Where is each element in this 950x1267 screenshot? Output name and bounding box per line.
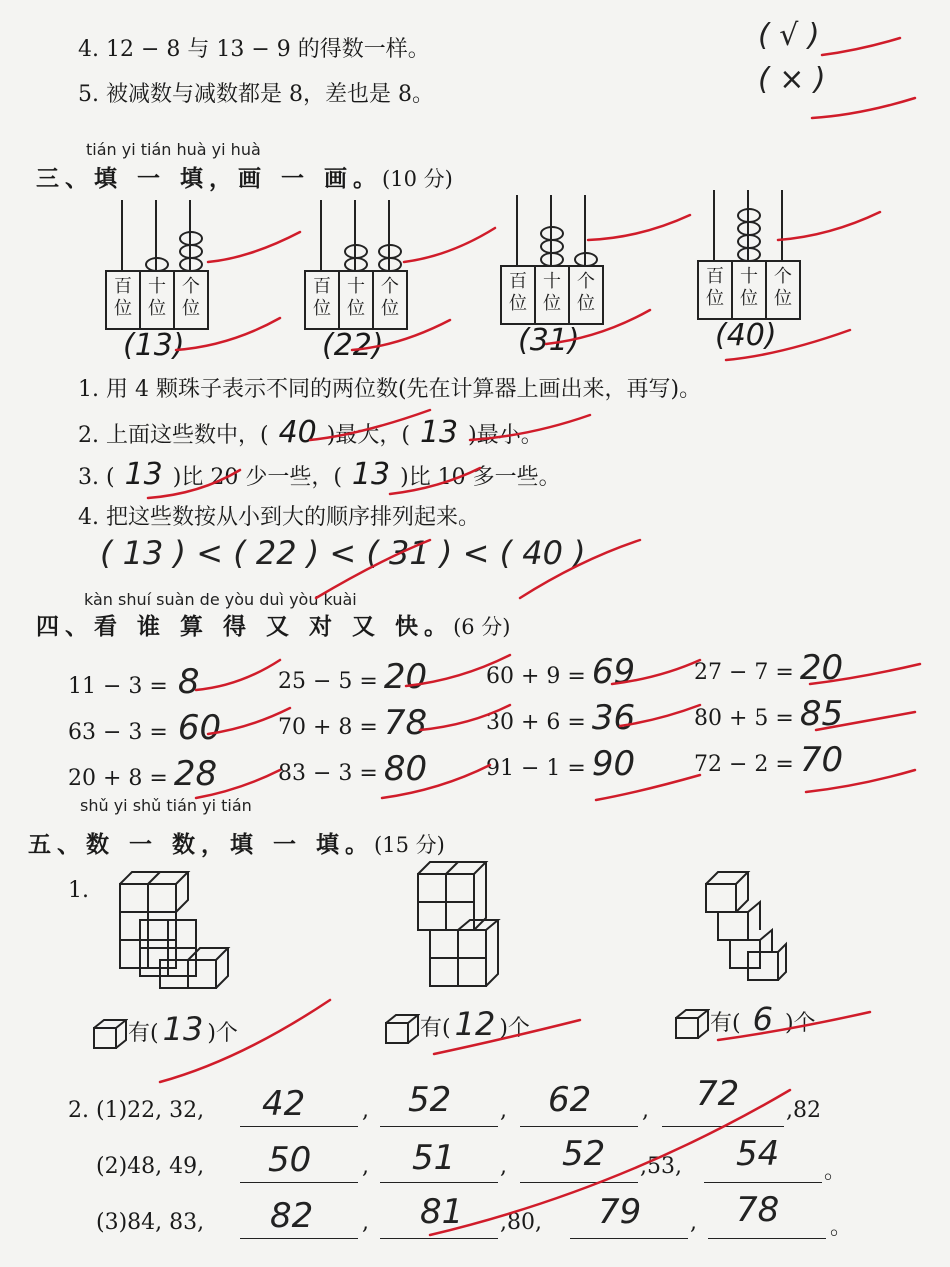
equation-answer: 78 [383, 703, 428, 743]
sequence-1-end: ,82 [786, 1098, 821, 1123]
ones-label: 个位 [774, 266, 792, 309]
cube-count-answer: 6 [752, 1000, 773, 1038]
equation-answer: 28 [173, 754, 218, 794]
section4-title: 四、看 谁 算 得 又 对 又 快。 [36, 614, 454, 640]
section5-points: (15 分) [374, 833, 445, 857]
equation: 11 − 3 = 8 [68, 662, 200, 702]
comma: , [642, 1098, 649, 1123]
abacus-answer-3: (31) [518, 323, 580, 358]
equation: 20 + 8 = 28 [68, 754, 218, 794]
order-answer: ( 13 ) < ( 22 ) < ( 31 ) < ( 40 ) [100, 534, 586, 572]
equation: 72 − 2 = 70 [694, 740, 844, 780]
abacus-answer-2: (22) [322, 328, 384, 363]
section3-points: (10 分) [382, 167, 453, 191]
blank-line [380, 1238, 498, 1239]
tens-label: 十位 [733, 262, 767, 318]
section3-question-1: 1. 用 4 颗珠子表示不同的两位数(先在计算器上画出来，再写)。 [78, 377, 702, 402]
comma: , [690, 1210, 697, 1235]
ones-label: 个位 [577, 271, 595, 314]
blank-line [704, 1182, 822, 1183]
cube-count-answer: 12 [454, 1005, 496, 1043]
hundreds-label: 百位 [699, 262, 733, 318]
cube-count-2: 有( 12 )个 [384, 1005, 530, 1045]
comma: , [500, 1154, 507, 1179]
cube-icon [674, 1008, 710, 1040]
section3-question-4: 4. 把这些数按从小到大的顺序排列起来。 [78, 505, 480, 530]
section3-title: 三、填 一 填，画 一 画。 [36, 166, 383, 192]
blank-line [380, 1182, 498, 1183]
sequence-3-label: (3)84, 83, [96, 1210, 205, 1235]
cube-stack-figure-1 [110, 870, 240, 1000]
sequence-3-end: 。 [830, 1215, 853, 1240]
cube-stack-figure-3 [702, 870, 792, 988]
cube-icon [92, 1018, 128, 1050]
blank-line [240, 1238, 358, 1239]
equation-answer: 36 [591, 698, 636, 738]
tens-label: 十位 [340, 272, 374, 328]
equation-answer: 20 [799, 648, 844, 688]
blank-line [240, 1126, 358, 1127]
equation-answer: 69 [591, 652, 636, 692]
blank-line [570, 1238, 688, 1239]
smallest-answer: 13 [419, 415, 459, 450]
hundreds-label: 百位 [502, 267, 536, 323]
cube-count-answer: 13 [162, 1010, 204, 1048]
equation: 25 − 5 = 20 [278, 657, 428, 697]
equation-answer: 80 [383, 749, 428, 789]
section3-pinyin: tián yi tián huà yi huà [86, 140, 261, 159]
cube-count-3: 有( 6 )个 [674, 1000, 816, 1040]
less-than-20-answer: 13 [124, 457, 163, 492]
section5-question-1-label: 1. [68, 878, 89, 903]
judge-answer-4: ( √ ) [758, 18, 820, 53]
equation-answer: 90 [591, 744, 636, 784]
tens-label: 十位 [141, 272, 175, 328]
equation-answer: 85 [799, 694, 844, 734]
equation-answer: 70 [799, 740, 844, 780]
section5-title: 五、数 一 数，填 一 填。 [28, 832, 375, 858]
comma: , [362, 1210, 369, 1235]
largest-answer: 40 [278, 415, 317, 450]
blank-line [520, 1126, 638, 1127]
section5-question-2-label: 2. [68, 1098, 89, 1123]
sequence-1-answer-3: 62 [548, 1080, 592, 1120]
cube-count-1: 有( 13 )个 [92, 1010, 238, 1050]
judge-answer-5: ( × ) [758, 62, 826, 97]
equation: 63 − 3 = 60 [68, 708, 222, 748]
section3-question-2: 2. 上面这些数中，( 40 )最大，( 13 )最小。 [78, 415, 543, 450]
judge-question-4: 4. 12 − 8 与 13 − 9 的得数一样。 [78, 37, 430, 62]
blank-line [380, 1126, 498, 1127]
equation: 80 + 5 = 85 [694, 694, 844, 734]
section3-heading [36, 160, 453, 193]
sequence-1-answer-2: 52 [408, 1080, 452, 1120]
sequence-1-answer-4: 72 [696, 1074, 740, 1114]
blank-line [520, 1182, 638, 1183]
sequence-2-mid: ,53, [640, 1154, 682, 1179]
sequence-2-end: 。 [824, 1159, 847, 1184]
section4-heading [36, 608, 510, 641]
cube-stack-figure-2 [412, 860, 512, 995]
equation: 91 − 1 = 90 [486, 744, 636, 784]
section4-pinyin: kàn shuí suàn de yòu duì yòu kuài [84, 590, 357, 609]
equation-answer: 20 [383, 657, 428, 697]
ones-label: 个位 [381, 276, 399, 319]
comma: , [362, 1154, 369, 1179]
section4-points: (6 分) [453, 615, 511, 639]
sequence-2-label: (2)48, 49, [96, 1154, 205, 1179]
equation: 60 + 9 = 69 [486, 652, 636, 692]
equation-answer: 60 [177, 708, 222, 748]
cube-icon [384, 1013, 420, 1045]
abacus-13 [105, 200, 209, 363]
sequence-3-mid: ,80, [500, 1210, 542, 1235]
abacus-answer-4: (40) [715, 318, 777, 353]
sequence-2-answer-3: 52 [562, 1134, 606, 1174]
sequence-3-answer-1: 82 [270, 1196, 314, 1236]
blank-line [240, 1182, 358, 1183]
section3-question-3: 3. ( 13 )比 20 少一些，( 13 )比 10 多一些。 [78, 457, 561, 492]
abacus-22 [304, 200, 408, 363]
sequence-2-answer-1: 50 [268, 1140, 312, 1180]
section5-heading [28, 826, 445, 859]
abacus-40 [697, 190, 801, 353]
sequence-1-label: (1)22, 32, [96, 1098, 205, 1123]
hundreds-label: 百位 [306, 272, 340, 328]
sequence-1-answer-1: 42 [262, 1084, 306, 1124]
sequence-3-answer-4: 78 [736, 1190, 780, 1230]
sequence-3-answer-2: 81 [420, 1192, 464, 1232]
equation: 70 + 8 = 78 [278, 703, 428, 743]
more-than-10-answer: 13 [351, 457, 391, 492]
equation: 27 − 7 = 20 [694, 648, 844, 688]
equation: 30 + 6 = 36 [486, 698, 636, 738]
comma: , [500, 1098, 507, 1123]
blank-line [708, 1238, 826, 1239]
sequence-3-answer-3: 79 [598, 1192, 642, 1232]
abacus-31 [500, 195, 604, 358]
sequence-2-answer-2: 51 [412, 1138, 456, 1178]
equation-answer: 8 [177, 662, 200, 702]
section5-pinyin: shǔ yi shǔ tián yi tián [80, 796, 252, 815]
abacus-answer-1: (13) [123, 328, 185, 363]
judge-question-5: 5. 被减数与减数都是 8，差也是 8。 [78, 82, 434, 107]
tens-label: 十位 [536, 267, 570, 323]
ones-label: 个位 [182, 276, 200, 319]
blank-line [662, 1126, 784, 1127]
comma: , [362, 1098, 369, 1123]
equation: 83 − 3 = 80 [278, 749, 428, 789]
hundreds-label: 百位 [107, 272, 141, 328]
sequence-2-answer-4: 54 [736, 1134, 780, 1174]
